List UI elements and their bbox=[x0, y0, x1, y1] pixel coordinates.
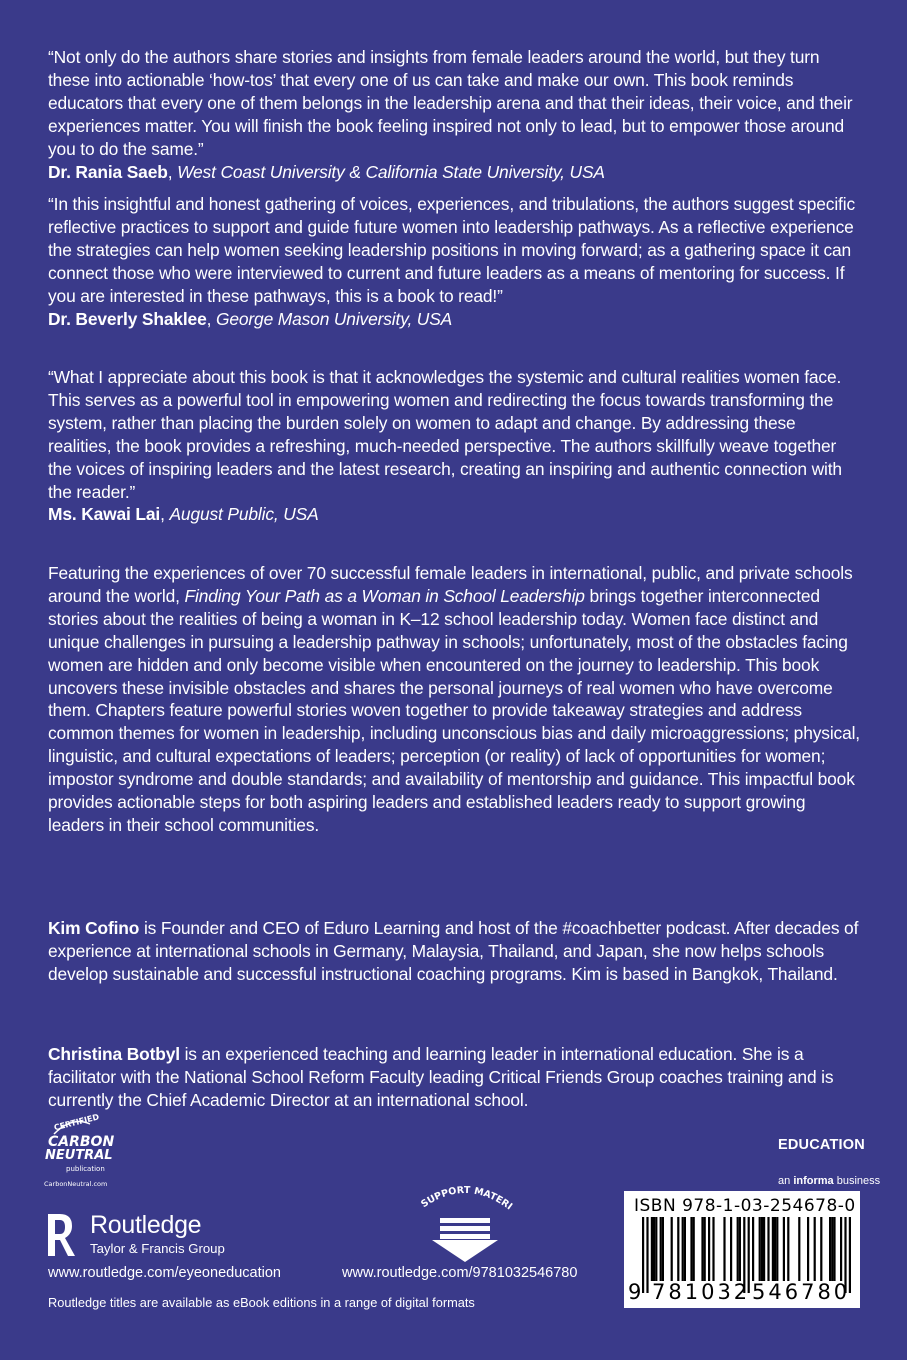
barcode-bar bbox=[739, 1217, 741, 1281]
author-bio-text: is an experienced teaching and learning leader in international education. She is a facilitator with the National School Reform Faculty leading Critical Friends Group coaches training and is currently the Chief Academic Director at an international school. bbox=[48, 1044, 834, 1110]
barcode-bar bbox=[767, 1217, 769, 1281]
barcode-bar bbox=[677, 1217, 679, 1281]
author-name: Christina Botbyl bbox=[48, 1044, 180, 1064]
barcode-bar bbox=[772, 1217, 774, 1281]
support-material-badge bbox=[410, 1182, 520, 1264]
ebook-note: Routledge titles are available as eBook editions in a range of digital formats bbox=[48, 1295, 475, 1310]
barcode-bar bbox=[712, 1217, 714, 1281]
routledge-r-icon bbox=[46, 1210, 76, 1260]
endorsement-attribution: Ms. Kawai Lai, August Public, USA bbox=[48, 504, 319, 525]
badge-neutral: NEUTRAL bbox=[45, 1148, 113, 1163]
badge-publication: publication bbox=[66, 1165, 105, 1173]
barcode-bar bbox=[840, 1217, 842, 1281]
endorsement-attribution: Dr. Beverly Shaklee, George Mason University, USA bbox=[48, 308, 453, 329]
endorsement-3 bbox=[48, 366, 860, 526]
barcode-bar bbox=[737, 1217, 739, 1281]
barcode-bar bbox=[651, 1217, 653, 1281]
carbon-neutral-badge bbox=[44, 1112, 134, 1192]
barcode-digits bbox=[624, 1280, 860, 1304]
barcode-bar bbox=[774, 1217, 776, 1281]
barcode-bar bbox=[787, 1217, 789, 1281]
support-url[interactable]: www.routledge.com/9781032546780 bbox=[342, 1265, 578, 1281]
publisher-group: Taylor & Francis Group bbox=[90, 1241, 225, 1256]
barcode-bar bbox=[708, 1217, 710, 1281]
barcode-bar bbox=[763, 1217, 765, 1281]
book-title: Finding Your Path as a Woman in School Leadership bbox=[184, 585, 585, 606]
barcode-bar bbox=[761, 1217, 763, 1281]
barcode-bar bbox=[690, 1217, 692, 1281]
barcode-bar bbox=[701, 1217, 703, 1281]
support-label: SUPPORT MATERI bbox=[419, 1184, 515, 1213]
barcode-bar bbox=[831, 1217, 833, 1281]
barcode-bar bbox=[730, 1217, 732, 1281]
endorsement-quote: “What I appreciate about this book is that it acknowledges the systemic and cultural realities women face. This serves as a powerful tool in empowering women and redirecting the focus towards transforming the system, rather than placing the burden solely on women to adapt and change. By addressing these realities, the book provides a refreshing, much-needed perspective. The authors skillfully weave together the voices of inspiring leaders and the latest research, creating an inspiring and authentic connection with the reader.” bbox=[48, 367, 842, 502]
routledge-logo bbox=[46, 1210, 246, 1262]
endorsement-attribution: Dr. Rania Saeb, West Coast University & California State University, USA bbox=[48, 161, 605, 182]
download-arrow-icon bbox=[410, 1182, 520, 1264]
carbon-neutral-logo bbox=[44, 1112, 134, 1192]
author-name: Kim Cofino bbox=[48, 918, 140, 938]
barcode-bar bbox=[759, 1217, 761, 1281]
endorsement-quote: “In this insightful and honest gathering of voices, experiences, and tribulations, the authors suggest specific reflective practices to support and guide future women into leadership pathways. As a reflective experience the strategies can help women seeking leadership positions in moving forward; as a gathering space it can connect those who were interviewed to current and future leaders as a means of mentoring for success. If you are interested in these pathways, this is a book to read!” bbox=[48, 194, 855, 306]
author-bio-2 bbox=[48, 1043, 860, 1112]
isbn-barcode bbox=[624, 1191, 860, 1308]
badge-carbon: CARBON bbox=[48, 1134, 115, 1150]
badge-url: CarbonNeutral.com bbox=[44, 1180, 108, 1188]
barcode-bar bbox=[704, 1217, 706, 1281]
barcode-bar bbox=[655, 1217, 657, 1281]
svg-text:SUPPORT MATERIAL bbox=[410, 1182, 514, 1212]
barcode-bar bbox=[671, 1217, 673, 1281]
informa-tagline: an informa business bbox=[778, 1175, 881, 1187]
barcode-bar bbox=[682, 1217, 684, 1281]
barcode-bar bbox=[820, 1217, 822, 1281]
endorser-name: Ms. Kawai Lai bbox=[48, 504, 161, 525]
publisher-name: Routledge bbox=[90, 1211, 202, 1239]
isbn-label: ISBN 978-1-03-254678-0 bbox=[634, 1196, 856, 1216]
badge-certified: CERTIFIED bbox=[53, 1112, 101, 1133]
barcode-bar bbox=[814, 1217, 816, 1281]
barcode-bar bbox=[684, 1217, 686, 1281]
endorser-affiliation: August Public, USA bbox=[169, 504, 319, 525]
publisher-url[interactable]: www.routledge.com/eyeoneducation bbox=[48, 1265, 281, 1281]
barcode-bar bbox=[807, 1217, 809, 1281]
book-description bbox=[48, 562, 860, 837]
endorser-name: Dr. Beverly Shaklee bbox=[48, 308, 207, 329]
endorsement-2 bbox=[48, 193, 860, 330]
barcode-bar bbox=[723, 1217, 725, 1281]
barcode-bar bbox=[660, 1217, 662, 1281]
barcode-group-2: 546780 bbox=[752, 1280, 851, 1304]
barcode-bar bbox=[798, 1217, 800, 1281]
barcode-bar bbox=[833, 1217, 835, 1281]
endorsement-1 bbox=[48, 46, 860, 183]
barcode-bar bbox=[653, 1217, 655, 1281]
endorser-affiliation: West Coast University & California State University, USA bbox=[177, 161, 605, 182]
endorsement-quote: “Not only do the authors share stories and insights from female leaders around the world, but they turn these into actionable ‘how-tos’ that every one of us can take and make our own. This book reminds educators that every one of them belongs in the leadership arena and that their ideas, their voice, and their experiences matter. You will finish the book feeling inspired not only to lead, but to empower those around you to do the same.” bbox=[48, 47, 853, 159]
author-bio-text: is Founder and CEO of Eduro Learning and host of the #coachbetter podcast. After decades of experience at international schools in Germany, Malaysia, Thailand, and Japan, she now helps schools develop sustainable and successful instructional coaching programs. Kim is based in Bangkok, Thailand. bbox=[48, 918, 859, 984]
description-text: Featuring the experiences of over 70 successful female leaders in international, public, and private schools around the world, Finding Your Path as a Woman in School Leadership brings together interconnected stories about the realities of being a woman in K–12 school leadership today. Women face distinct and unique challenges in pursuing a leadership pathway in schools; unfortunately, most of the obstacles facing women are hidden and only become visible when encountered on the journey to leadership. This book uncovers these invisible obstacles and shares the personal journeys of real women who have overcome them. Chapters feature powerful stories woven together to provide takeaway strategies and address common themes for women in leadership, including unconscious bias and daily microaggressions; physical, linguistic, and cultural expectations of leaders; perception (or reality) of lack of opportunities for women; impostor syndrome and double standards; and availability of mentorship and guidance. This impactful book provides actionable steps for both aspiring leaders and established leaders ready to support growing leaders in their school communities. bbox=[48, 563, 860, 835]
author-bio-1 bbox=[48, 917, 860, 986]
barcode-bar bbox=[752, 1217, 754, 1281]
endorser-affiliation: George Mason University, USA bbox=[215, 308, 453, 329]
barcode-bar bbox=[776, 1217, 778, 1281]
category-label: EDUCATION bbox=[778, 1137, 865, 1153]
barcode-bar bbox=[783, 1217, 785, 1281]
informa-brand: informa bbox=[793, 1175, 834, 1187]
barcode-bar bbox=[829, 1217, 831, 1281]
barcode-lead-digit: 9 bbox=[628, 1280, 642, 1304]
barcode-bar bbox=[693, 1217, 695, 1281]
barcode-group-1: 781032 bbox=[652, 1280, 751, 1304]
barcode-bar bbox=[662, 1217, 664, 1281]
endorser-name: Dr. Rania Saeb bbox=[48, 161, 168, 182]
